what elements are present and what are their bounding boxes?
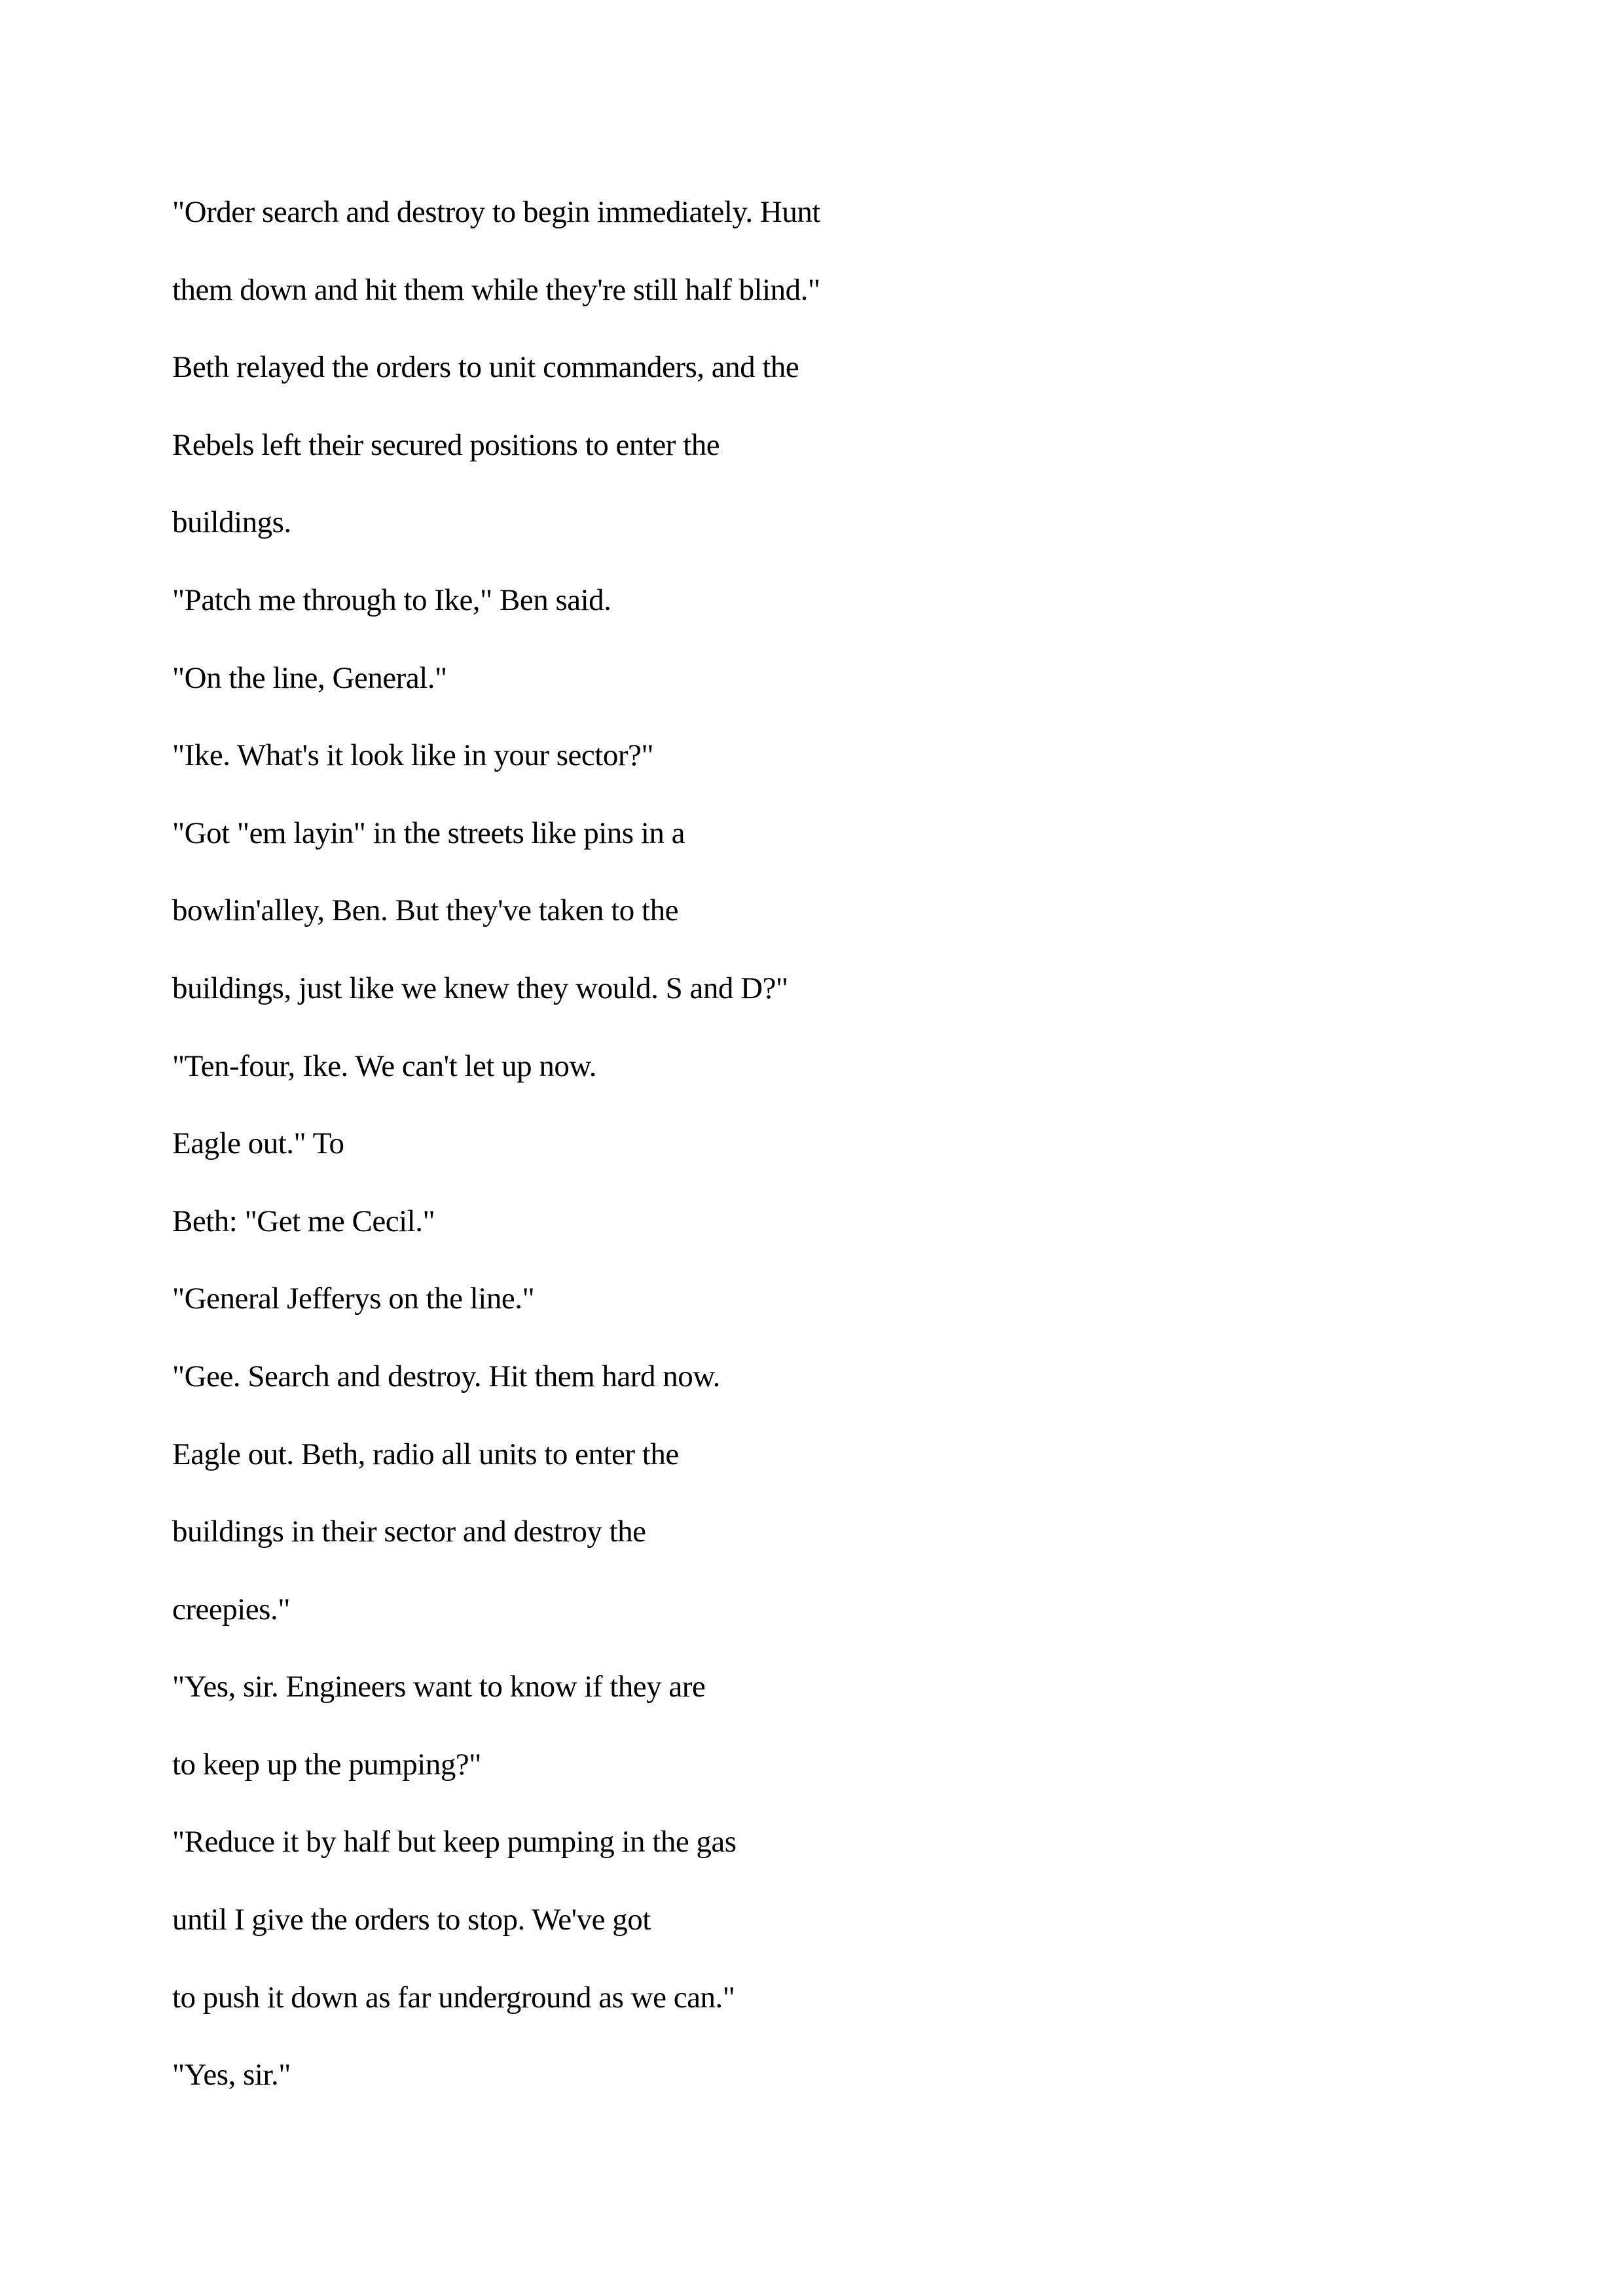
text-line: "Got "em layin" in the streets like pins in a xyxy=(172,816,685,850)
text-line: "Patch me through to Ike," Ben said. xyxy=(172,583,611,617)
text-line: until I give the orders to stop. We've got xyxy=(172,1903,651,1937)
text-line: "Order search and destroy to begin immediately. Hunt xyxy=(172,195,820,229)
text-line: them down and hit them while they're still half blind." xyxy=(172,272,820,307)
text-line: Eagle out." To xyxy=(172,1126,344,1161)
text-line: Beth: "Get me Cecil." xyxy=(172,1204,435,1238)
text-line: "On the line, General." xyxy=(172,660,447,695)
body-text xyxy=(172,173,925,2114)
text-line: Beth relayed the orders to unit commanders, and the xyxy=(172,350,799,385)
text-line: creepies." xyxy=(172,1592,290,1626)
text-line: buildings, just like we knew they would. S and D?" xyxy=(172,971,788,1005)
text-line: "Yes, sir. Engineers want to know if they are xyxy=(172,1670,706,1704)
text-line: Rebels left their secured positions to enter the xyxy=(172,427,720,462)
text-line: Eagle out. Beth, radio all units to enter the xyxy=(172,1437,679,1471)
text-line: "Ten-four, Ike. We can't let up now. xyxy=(172,1049,597,1083)
text-line: to push it down as far underground as we can." xyxy=(172,1980,735,2015)
text-line: to keep up the pumping?" xyxy=(172,1747,481,1782)
text-line: "Gee. Search and destroy. Hit them hard now. xyxy=(172,1359,720,1393)
text-line: "Ike. What's it look like in your sector?" xyxy=(172,738,654,773)
text-line: buildings. xyxy=(172,505,291,540)
text-line: bowlin'alley, Ben. But they've taken to the xyxy=(172,893,678,928)
text-line: "General Jefferys on the line." xyxy=(172,1282,535,1316)
text-line: "Yes, sir." xyxy=(172,2058,291,2092)
text-line: buildings in their sector and destroy the xyxy=(172,1515,646,1549)
text-line: "Reduce it by half but keep pumping in the gas xyxy=(172,1825,737,1859)
